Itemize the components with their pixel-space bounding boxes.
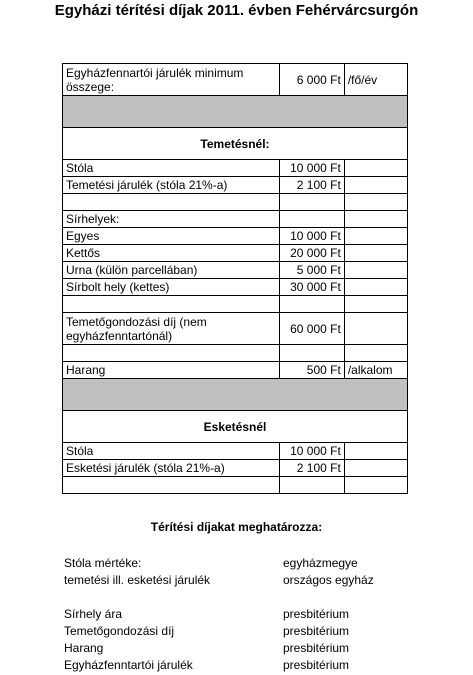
fee-label: Sírbolt hely (kettes) bbox=[63, 279, 280, 296]
fee-label: Harang bbox=[63, 362, 280, 379]
fee-amount: 2 100 Ft bbox=[279, 460, 344, 477]
fee-unit bbox=[344, 177, 407, 194]
fee-amount: 500 Ft bbox=[279, 362, 344, 379]
section-heading: Esketésnél bbox=[63, 411, 408, 443]
fee-unit bbox=[344, 262, 407, 279]
determined-by-label: Sírhely ára bbox=[64, 607, 123, 621]
fee-unit: /alkalom bbox=[344, 362, 407, 379]
fee-label bbox=[63, 477, 280, 494]
fee-unit bbox=[344, 460, 407, 477]
fee-label: Egyes bbox=[63, 228, 280, 245]
fee-amount: 6 000 Ft bbox=[279, 64, 344, 96]
fee-unit bbox=[344, 477, 407, 494]
fee-label: Egyházfennartói járulék minimum összege: bbox=[63, 64, 280, 96]
table-row bbox=[63, 443, 408, 460]
fee-amount bbox=[279, 211, 344, 228]
fee-unit bbox=[344, 313, 407, 345]
fee-amount: 20 000 Ft bbox=[279, 245, 344, 262]
determined-by-value: presbitérium bbox=[283, 607, 350, 621]
determined-by-heading: Térítési díjakat meghatározza: bbox=[150, 520, 323, 534]
fees-table bbox=[62, 63, 408, 494]
table-row bbox=[63, 211, 408, 228]
fee-label: Temetési járulék (stóla 21%-a) bbox=[63, 177, 280, 194]
fee-unit bbox=[344, 228, 407, 245]
determined-by-label: Egyházfenntartói járulék bbox=[64, 658, 193, 672]
table-row bbox=[63, 262, 408, 279]
fee-unit bbox=[344, 296, 407, 313]
fee-label: Stóla bbox=[63, 443, 280, 460]
table-row bbox=[63, 160, 408, 177]
table-section-row bbox=[63, 411, 408, 443]
fee-amount: 10 000 Ft bbox=[279, 228, 344, 245]
determined-by-value: presbitérium bbox=[283, 641, 350, 655]
determined-by-value: egyházmegye bbox=[283, 556, 358, 570]
fee-unit bbox=[344, 443, 407, 460]
fee-unit bbox=[344, 279, 407, 296]
table-row bbox=[63, 362, 408, 379]
fee-label: Stóla bbox=[63, 160, 280, 177]
fee-label: Kettős bbox=[63, 245, 280, 262]
determined-by-value: országos egyház bbox=[283, 573, 374, 587]
fee-amount bbox=[279, 477, 344, 494]
table-row bbox=[63, 177, 408, 194]
fee-amount: 10 000 Ft bbox=[279, 160, 344, 177]
table-separator-row bbox=[63, 96, 408, 128]
fee-label: Sírhelyek: bbox=[63, 211, 280, 228]
table-section-row bbox=[63, 128, 408, 160]
table-row bbox=[63, 279, 408, 296]
fee-amount bbox=[279, 194, 344, 211]
table-row bbox=[63, 460, 408, 477]
table-separator-row bbox=[63, 379, 408, 411]
separator-cell bbox=[63, 379, 408, 411]
fee-unit bbox=[344, 345, 407, 362]
fee-unit bbox=[344, 245, 407, 262]
table-row bbox=[63, 345, 408, 362]
fee-amount: 5 000 Ft bbox=[279, 262, 344, 279]
fee-amount: 10 000 Ft bbox=[279, 443, 344, 460]
table-row bbox=[63, 245, 408, 262]
fee-amount bbox=[279, 345, 344, 362]
fee-label bbox=[63, 345, 280, 362]
separator-cell bbox=[63, 96, 408, 128]
fee-label: Temetőgondozási díj (nem egyházfenntartónál) bbox=[63, 313, 280, 345]
fee-amount: 60 000 Ft bbox=[279, 313, 344, 345]
fee-label: Esketési járulék (stóla 21%-a) bbox=[63, 460, 280, 477]
table-row bbox=[63, 194, 408, 211]
fee-amount bbox=[279, 296, 344, 313]
determined-by-label: Temetőgondozási díj bbox=[64, 624, 175, 638]
table-row bbox=[63, 64, 408, 96]
fee-unit bbox=[344, 194, 407, 211]
table-row bbox=[63, 228, 408, 245]
table-row bbox=[63, 313, 408, 345]
determined-by-label: Harang bbox=[64, 641, 104, 655]
fee-unit bbox=[344, 160, 407, 177]
fee-amount: 30 000 Ft bbox=[279, 279, 344, 296]
determined-by-label: Stóla mértéke: bbox=[64, 556, 142, 570]
fee-label: Urna (külön parcellában) bbox=[63, 262, 280, 279]
fee-unit bbox=[344, 211, 407, 228]
fee-amount: 2 100 Ft bbox=[279, 177, 344, 194]
section-heading: Temetésnél: bbox=[63, 128, 408, 160]
fee-label bbox=[63, 194, 280, 211]
table-row bbox=[63, 296, 408, 313]
determined-by-value: presbitérium bbox=[283, 624, 350, 638]
page-title: Egyházi térítési díjak 2011. évben Fehérvárcsurgón bbox=[54, 2, 419, 19]
fee-unit: /fő/év bbox=[344, 64, 407, 96]
table-row bbox=[63, 477, 408, 494]
determined-by-value: presbitérium bbox=[283, 658, 350, 672]
determined-by-label: temetési ill. esketési járulék bbox=[64, 573, 211, 587]
fee-label bbox=[63, 296, 280, 313]
